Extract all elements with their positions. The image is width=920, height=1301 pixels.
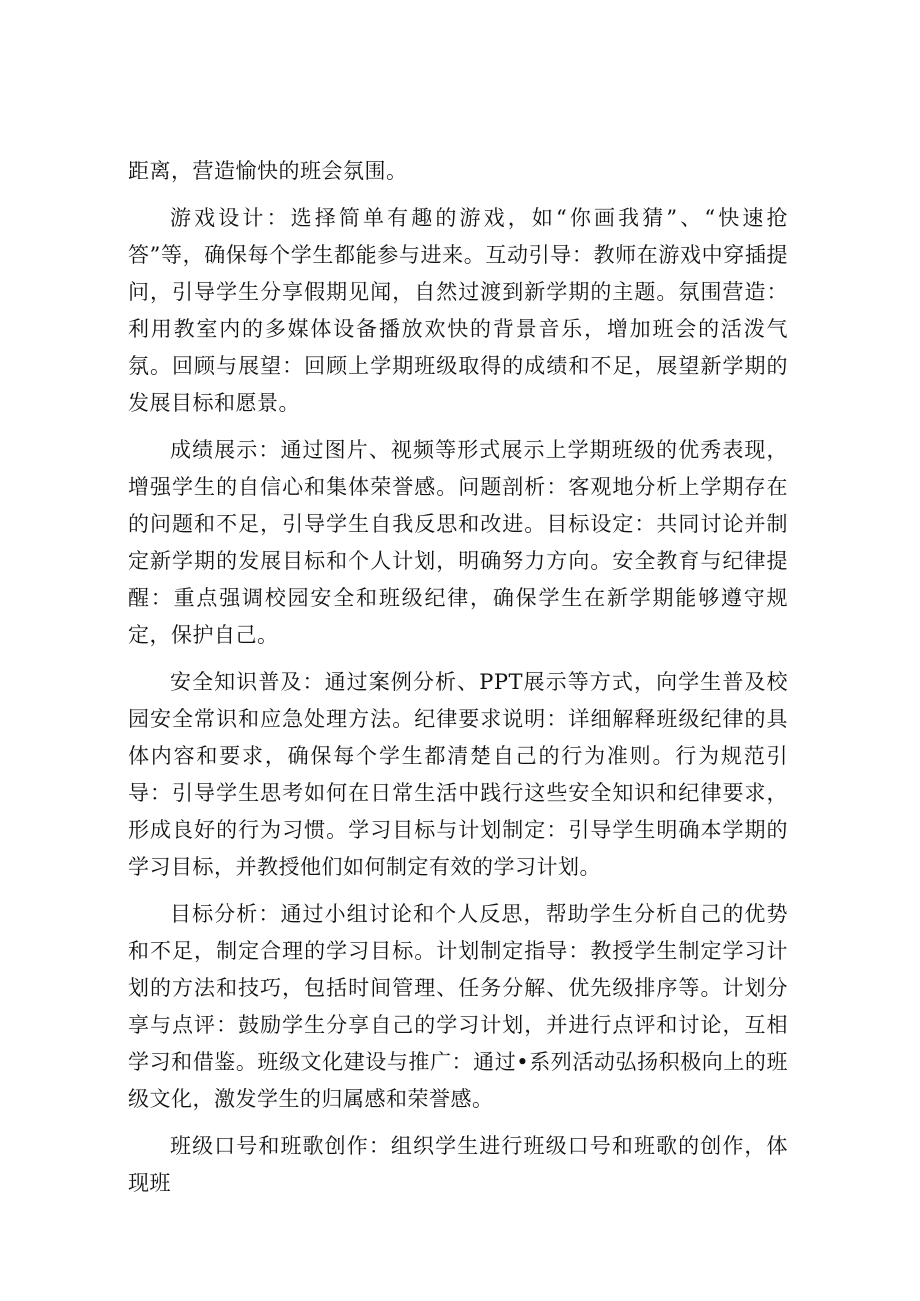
- paragraph-3: 成绩展示：通过图片、视频等形式展示上学期班级的优秀表现，增强学生的自信心和集体荣誉感。问题剖析：客观地分析上学期存在的问题和不足，引导学生自我反思和改进。目标设定：共同讨论并制定新学期的发展目标和个人计划，明确努力方向。安全教育与纪律提醒：重点强调校园安全和班级纪律，确保学生在新学期能够遵守规定，保护自己。: [128, 438, 788, 647]
- paragraph-1: 距离，营造愉快的班会氛围。: [128, 159, 408, 183]
- paragraph-5: 目标分析：通过小组讨论和个人反思，帮助学生分析自己的优势和不足，制定合理的学习目标。计划制定指导：教授学生制定学习计划的方法和技巧，包括时间管理、任务分解、优先级排序等。计划分享与点评：鼓励学生分享自己的学习计划，并进行点评和讨论，互相学习和借鉴。班级文化建设与推广：通过•系列活动弘扬积极向上的班级文化，激发学生的归属感和荣誉感。: [128, 902, 788, 1111]
- document-body: [128, 153, 788, 1212]
- paragraph-2: 游戏设计：选择简单有趣的游戏，如“你画我猜”、“快速抢答”等，确保每个学生都能参与进来。互动引导：教师在游戏中穿插提问，引导学生分享假期见闻，自然过渡到新学期的主题。氛围营造：利用教室内的多媒体设备播放欢快的背景音乐，增加班会的活泼气氛。回顾与展望：回顾上学期班级取得的成绩和不足，展望新学期的发展目标和愿景。: [128, 206, 788, 415]
- paragraph-4: 安全知识普及：通过案例分析、PPT展示等方式，向学生普及校园安全常识和应急处理方法。纪律要求说明：详细解释班级纪律的具体内容和要求，确保每个学生都清楚自己的行为准则。行为规范引导：引导学生思考如何在日常生活中践行这些安全知识和纪律要求，形成良好的行为习惯。学习目标与计划制定：引导学生明确本学期的学习目标，并教授他们如何制定有效的学习计划。: [128, 670, 788, 879]
- paragraph-6: 班级口号和班歌创作：组织学生进行班级口号和班歌的创作，体现班: [128, 1134, 788, 1195]
